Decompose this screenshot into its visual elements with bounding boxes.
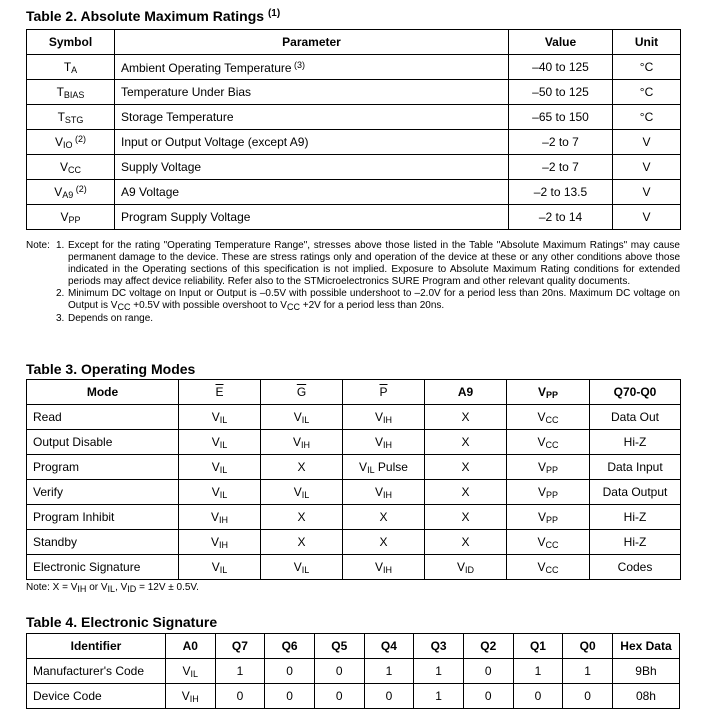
cell-main: V [293,409,302,424]
parameter-cell [115,55,509,80]
p-cell [343,455,425,480]
note-sub: IL [107,584,116,594]
cell-main: V [374,484,383,499]
e-bar-label: $\overline{E}$ [215,385,224,399]
value-cell: –40 to 125 [509,55,613,80]
value-cell: –65 to 150 [509,105,613,130]
cell-main: V [211,484,220,499]
header-q0: Q0 [563,634,613,659]
symbol-cell [27,130,115,155]
cell-main: V [537,509,546,524]
header-q6: Q6 [265,634,315,659]
q-cell: Data Output [590,480,681,505]
mode-cell: Program [27,455,179,480]
cell-main: V [359,459,368,474]
cell-main: V [181,688,190,703]
table-row [27,659,680,684]
cell-main: X [297,460,306,474]
vpp-cell [507,480,590,505]
cell-main: X [379,535,388,549]
table3-title [26,361,195,377]
header-q3: Q3 [414,634,464,659]
table2-title-text: Table 2. Absolute Maximum Ratings [26,8,265,24]
value-cell: –2 to 14 [509,205,613,230]
header-vpp [507,380,590,405]
cell-sub: CC [68,164,81,175]
vpp-cell [507,430,590,455]
parameter-footnote: (3) [291,59,306,70]
cell-main: X [461,410,470,424]
note-text-part: Note: X = V [26,582,78,593]
cell-main: V [537,434,546,449]
bit-cell: 1 [414,684,464,709]
unit-cell: °C [613,55,681,80]
header-p-bar [343,380,425,405]
cell-main: V [374,559,383,574]
table3-note [26,582,199,595]
cell-sub: IL [219,564,228,575]
g-cell [261,455,343,480]
cell-main: X [461,460,470,474]
cell-sub: IL [219,464,228,475]
cell-sub: CC [545,539,559,550]
cell-sub: IH [189,693,199,704]
parameter-cell [115,80,509,105]
a9-cell [425,405,507,430]
parameter-text: Temperature Under Bias [121,85,252,99]
bit-cell: 1 [513,659,563,684]
table3-operating-modes [26,379,681,580]
e-cell [179,405,261,430]
cell-extra: Pulse [374,459,408,474]
parameter-cell [115,130,509,155]
cell-main: X [379,510,388,524]
table2-header-row [27,30,681,55]
a0-cell [165,659,215,684]
note-1 [26,240,680,288]
table-row [27,105,681,130]
cell-main: X [461,535,470,549]
note-sub: IH [77,584,87,594]
bit-cell: 1 [414,659,464,684]
cell-main: X [461,435,470,449]
g-cell [261,405,343,430]
hex-cell: 9Bh [612,659,679,684]
cell-sub: PP [68,214,81,225]
g-cell [261,530,343,555]
cell-sub: IH [383,414,392,425]
q-cell: Data Input [590,455,681,480]
cell-main: V [182,663,191,678]
q-cell: Data Out [590,405,681,430]
table4-electronic-signature [26,633,680,709]
note-number: 2. [56,288,65,299]
mode-cell: Read [27,405,179,430]
g-cell [261,505,343,530]
mode-cell: Standby [27,530,179,555]
e-cell [179,430,261,455]
mode-cell: Verify [27,480,179,505]
note-text [68,288,680,313]
cell-main: V [211,559,220,574]
cell-main: V [292,434,301,449]
cell-main: V [537,559,546,574]
cell-sub: CC [545,564,559,575]
vpp-cell [507,405,590,430]
cell-main: V [60,209,69,224]
cell-sub: ID [465,564,474,575]
vpp-label: V [537,384,546,399]
note-text-part: +2V for a period less than 20ns. [299,300,445,311]
p-cell [343,480,425,505]
symbol-footnote: (2) [72,134,87,144]
note-number: 3. [56,313,65,324]
table4-title [26,614,217,630]
e-cell [179,530,261,555]
cell-sub: IL [219,414,228,425]
header-symbol: Symbol [27,30,115,55]
g-bar-label: $\overline{G}$ [296,385,307,399]
cell-main: V [211,409,220,424]
table-row [27,430,681,455]
value-cell: –2 to 13.5 [509,180,613,205]
mode-cell: Program Inhibit [27,505,179,530]
cell-sub: A [71,64,78,75]
cell-sub: IL [190,668,198,679]
value-cell: –2 to 7 [509,155,613,180]
parameter-cell [115,105,509,130]
cell-main: X [461,485,470,499]
cell-main: V [456,559,465,574]
parameter-text: Ambient Operating Temperature [121,60,292,75]
note-text: Except for the rating "Operating Temperature Range", stresses above those listed in the Table "Absolute Maximum Ratings" may cause permanent damage to the device. These are stress ratings only and operation of the device at these or any other conditions above those indicated in the Operating sections of this specification is not implied. Exposure to Absolute Maximum Rating conditions for extended periods may affect device reliability. Refer also to the STMicroelectronics SURE Program and other relevant quality documents. [68,240,680,287]
table-row [27,180,681,205]
cell-sub: PP [546,464,559,475]
e-cell [179,480,261,505]
header-q: Q70-Q0 [590,380,681,405]
mode-cell: Electronic Signature [27,555,179,580]
table-row [27,205,681,230]
q-cell: Hi-Z [590,530,681,555]
note-spacer [26,313,56,325]
note-sub: CC [286,302,300,312]
unit-cell: V [613,180,681,205]
p-cell [343,430,425,455]
a9-cell [425,505,507,530]
table3-header-row [27,380,681,405]
note-text-part: = 12V ± 0.5V. [136,582,199,593]
bit-cell: 0 [265,684,315,709]
cell-main: V [537,459,546,474]
table3-title-text: Table 3. Operating Modes [26,361,196,377]
cell-main: X [461,510,470,524]
cell-sub: A9 [62,190,74,200]
table-row [27,684,680,709]
bit-cell: 0 [314,684,364,709]
a9-cell [425,455,507,480]
table2-notes [26,240,680,325]
cell-main: V [374,434,383,449]
mode-cell: Output Disable [27,430,179,455]
cell-sub: STG [64,114,84,125]
value-cell: –2 to 7 [509,130,613,155]
p-cell [343,405,425,430]
q-cell: Hi-Z [590,505,681,530]
parameter-cell [115,155,509,180]
cell-main: T [57,109,65,124]
cell-main: V [211,434,220,449]
bit-cell: 0 [563,684,613,709]
bit-cell: 0 [513,684,563,709]
cell-main: V [59,159,68,174]
table-row [27,55,681,80]
cell-sub: IH [383,564,392,575]
header-hex-data: Hex Data [612,634,679,659]
vpp-cell [507,530,590,555]
cell-sub: IO [63,140,73,150]
symbol-cell [27,155,115,180]
table-row [27,130,681,155]
cell-main: V [293,559,302,574]
note-number: 1. [56,240,65,251]
e-cell [179,455,261,480]
parameter-text: Input or Output Voltage (except A9) [121,135,309,149]
header-unit: Unit [613,30,681,55]
header-e-bar [179,380,261,405]
cell-main: V [54,185,63,199]
parameter-cell [115,205,509,230]
table-row [27,530,681,555]
bit-cell: 1 [563,659,613,684]
a9-cell [425,530,507,555]
header-q5: Q5 [314,634,364,659]
cell-main: T [56,84,64,99]
cell-sub: IH [219,514,228,525]
cell-sub: IL [301,414,310,425]
cell-main: V [293,484,302,499]
cell-main: V [374,409,383,424]
cell-sub: IL [219,439,228,450]
cell-sub: IH [301,439,310,450]
cell-main: V [537,409,546,424]
cell-sub: IL [301,489,310,500]
parameter-text: Storage Temperature [121,110,234,124]
unit-cell: V [613,205,681,230]
cell-sub: IH [383,489,392,500]
header-g-bar [261,380,343,405]
table2-title-footnote: (1) [267,8,281,19]
cell-sub: PP [546,489,559,500]
bit-cell: 0 [364,684,414,709]
symbol-cell [27,180,115,205]
parameter-text: Supply Voltage [121,160,202,174]
table2-absolute-max-ratings [26,29,681,230]
cell-main: V [210,509,219,524]
vpp-sub: PP [546,389,559,400]
table-row [27,455,681,480]
cell-main: V [537,484,546,499]
header-a9: A9 [425,380,507,405]
symbol-cell [27,205,115,230]
note-2 [26,288,680,313]
header-q1: Q1 [513,634,563,659]
cell-main: V [211,459,220,474]
bit-cell: 1 [215,659,265,684]
cell-sub: CC [545,414,559,425]
e-cell [179,505,261,530]
symbol-cell [27,80,115,105]
note-text-part: , V [115,582,128,593]
bit-cell: 0 [314,659,364,684]
unit-cell: V [613,155,681,180]
table-row [27,405,681,430]
a9-cell [425,555,507,580]
cell-sub: IL [367,464,375,475]
header-identifier: Identifier [27,634,166,659]
bit-cell: 0 [265,659,315,684]
parameter-text: Program Supply Voltage [121,210,251,224]
symbol-cell [27,105,115,130]
unit-cell: °C [613,80,681,105]
note-3 [26,313,680,325]
unit-cell: °C [613,105,681,130]
g-cell [261,430,343,455]
vpp-cell [507,505,590,530]
cell-main: T [63,59,72,74]
symbol-footnote: (2) [73,184,87,194]
header-q2: Q2 [463,634,513,659]
note-text-part: Minimum DC voltage on Input or Output is –0.5V with possible undershoot to –2.0V for a period less than 20ns. Maximum DC voltage on Output is V [68,288,680,311]
bit-cell: 0 [215,684,265,709]
cell-main: X [297,535,306,549]
header-a0: A0 [165,634,215,659]
table-row [27,505,681,530]
cell-main: X [297,510,306,524]
p-cell [343,555,425,580]
table4-title-text: Table 4. Electronic Signature [26,614,218,630]
hex-cell: 08h [612,684,679,709]
table-row [27,555,681,580]
cell-sub: IH [383,439,392,450]
note-text-part: or V [86,582,108,593]
note-text: Depends on range. [68,313,154,324]
vpp-cell [507,455,590,480]
cell-main: V [537,534,546,549]
note-label: Note: [26,240,50,251]
vpp-cell [507,555,590,580]
bit-cell: 0 [463,659,513,684]
cell-sub: BIAS [63,89,85,100]
bit-cell: 1 [364,659,414,684]
cell-sub: PP [546,514,559,525]
header-parameter: Parameter [115,30,509,55]
note-spacer [26,288,56,313]
parameter-cell [115,180,509,205]
bit-cell: 0 [463,684,513,709]
table2-title [26,8,280,24]
a9-cell [425,430,507,455]
table-row [27,80,681,105]
note-sub: ID [127,584,137,594]
g-cell [261,480,343,505]
p-bar-label: $\overline{P}$ [379,385,388,399]
parameter-text: A9 Voltage [121,185,180,199]
cell-sub: IL [219,489,228,500]
header-value: Value [509,30,613,55]
value-cell: –50 to 125 [509,80,613,105]
a0-cell [165,684,215,709]
header-q4: Q4 [364,634,414,659]
cell-main: V [210,534,219,549]
cell-sub: IL [301,564,310,575]
identifier-cell: Manufacturer's Code [27,659,166,684]
table4-header-row [27,634,680,659]
cell-sub: IH [219,539,228,550]
p-cell [343,530,425,555]
cell-sub: CC [545,439,559,450]
a9-cell [425,480,507,505]
note-sub: CC [117,302,131,312]
table-row [27,480,681,505]
q-cell: Codes [590,555,681,580]
q-cell: Hi-Z [590,430,681,455]
header-q7: Q7 [215,634,265,659]
g-cell [261,555,343,580]
symbol-cell [27,55,115,80]
p-cell [343,505,425,530]
note-text-part: +0.5V with possible overshoot to V [130,300,287,311]
table-row [27,155,681,180]
unit-cell: V [613,130,681,155]
e-cell [179,555,261,580]
header-mode: Mode [27,380,179,405]
cell-main: V [54,135,63,149]
identifier-cell: Device Code [27,684,166,709]
